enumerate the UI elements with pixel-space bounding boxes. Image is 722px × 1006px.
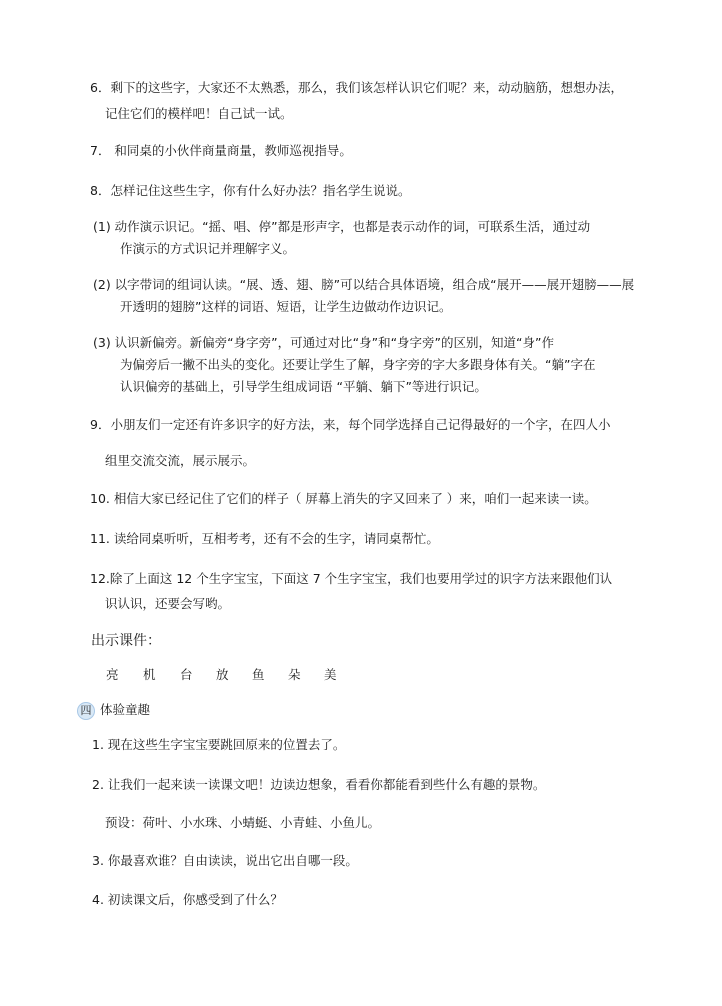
section-item-1: 1. 现在这些生字宝宝要跳回原来的位置去了。 <box>92 737 346 752</box>
section-number-badge: 四 <box>77 702 95 720</box>
paragraph-7: 7． 和同桌的小伙伴商量商量，教师巡视指导。 <box>90 143 352 158</box>
section-title: 体验童趣 <box>100 702 151 717</box>
paragraph-11: 11. 读给同桌听听，互相考考，还有不会的生字，请同桌帮忙。 <box>90 531 439 546</box>
section-item-2: 2. 让我们一起来读一读课文吧！边读边想象，看看你都能看到些什么有趣的景物。 <box>92 777 546 792</box>
new-character: 美 <box>324 667 337 682</box>
new-character: 亮 <box>106 667 119 682</box>
new-character: 鱼 <box>252 667 265 682</box>
paragraph-6-line-2: 记住它们的模样吧！自己试一试。 <box>105 106 293 121</box>
paragraph-12-line-2: 识认识，还要会写哟。 <box>105 596 231 611</box>
sub-item-1-line-1: (1) 动作演示识记。“摇、唱、停”都是形声字，也都是表示动作的词，可联系生活，通过动 <box>93 219 591 234</box>
new-character: 台 <box>180 667 193 682</box>
sub-item-3-line-1: (3) 认识新偏旁。新偏旁“身字旁”，可通过对比“身”和“身字旁”的区别，知道“身”作 <box>93 335 554 350</box>
sub-item-3-line-3: 认识偏旁的基础上，引导学生组成词语 “平躺、躺下”等进行识记。 <box>120 379 487 394</box>
sub-item-2-line-1: (2) 以字带词的组词认读。“展、透、翅、膀”可以结合具体语境，组合成“展开——展开翅膀——展 <box>93 277 635 292</box>
paragraph-12-line-1: 12.除了上面这 12 个生字宝宝，下面这 7 个生字宝宝，我们也要用学过的识字方法来跟他们认 <box>90 571 613 586</box>
preset-answer: 预设：荷叶、小水珠、小蜻蜓、小青蛙、小鱼儿。 <box>105 815 381 830</box>
section-item-4: 4. 初读课文后，你感受到了什么？ <box>92 892 283 907</box>
sub-item-3-line-2: 为偏旁后一撇不出头的变化。还要让学生了解，身字旁的字大多跟身体有关。“躺”字在 <box>120 357 596 372</box>
courseware-label: 出示课件： <box>91 633 161 649</box>
paragraph-9-line-2: 组里交流交流，展示展示。 <box>105 453 256 468</box>
sub-item-1-line-2: 作演示的方式识记并理解字义。 <box>120 241 296 256</box>
paragraph-6-line-1: 6．剩下的这些字，大家还不太熟悉，那么，我们该怎样认识它们呢？来，动动脑筋，想想办法， <box>90 80 623 95</box>
paragraph-8: 8．怎样记住这些生字，你有什么好办法？指名学生说说。 <box>90 183 411 198</box>
new-character: 放 <box>216 667 229 682</box>
section-item-3: 3. 你最喜欢谁？自由读读，说出它出自哪一段。 <box>92 853 358 868</box>
paragraph-10: 10. 相信大家已经记住了它们的样子（ 屏幕上消失的字又回来了 ）来，咱们一起来读一读。 <box>90 491 597 506</box>
paragraph-9-line-1: 9．小朋友们一定还有许多识字的好方法，来，每个同学选择自己记得最好的一个字，在四人小 <box>90 417 611 432</box>
new-character: 朵 <box>288 667 301 682</box>
sub-item-2-line-2: 开透明的翅膀”这样的词语、短语，让学生边做动作边识记。 <box>120 299 452 314</box>
new-character: 机 <box>143 667 156 682</box>
